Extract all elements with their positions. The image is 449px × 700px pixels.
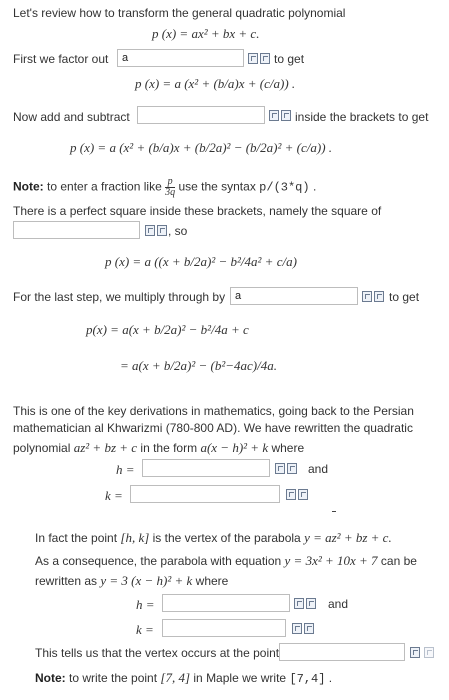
document-icon[interactable] [424, 647, 434, 658]
h-input[interactable] [142, 459, 270, 477]
help-icon[interactable] [157, 225, 167, 236]
consequence-line-2 [35, 573, 228, 589]
help-icon[interactable] [281, 110, 291, 121]
h2-input[interactable] [162, 594, 290, 612]
and-label-2: and [328, 597, 349, 611]
cons1-end: can be [380, 554, 417, 568]
help-icon[interactable] [287, 463, 297, 474]
equation-final-1: p(x) = a(x + b/2a)² − b²/4a + c [86, 322, 249, 337]
perfect-square-input[interactable] [13, 221, 140, 239]
note2-point: [7, 4] [160, 670, 191, 685]
history-line-2: mathematician al Khwarizmi (780-800 AD). We have rewritten the quadratic [13, 421, 413, 435]
preview-icon[interactable] [286, 489, 296, 500]
note-syntax-code: p/(3*q) [259, 180, 310, 195]
note-label: Note: [13, 179, 44, 194]
history-line-3 [13, 440, 304, 456]
vertex-line [35, 530, 392, 546]
k2-input[interactable] [162, 619, 286, 637]
multiply-input[interactable]: a [230, 287, 358, 305]
step4-after: to get [389, 290, 420, 304]
history-line-1: This is one of the key derivations in mathematics, going back to the Persian [13, 404, 414, 418]
preview-icon[interactable] [292, 623, 302, 634]
help-icon[interactable] [260, 53, 270, 64]
cons2-end: where [195, 574, 229, 588]
note2-code: [7,4] [289, 672, 326, 686]
step2-label: Now add and subtract [13, 110, 130, 124]
vertex-point-prompt: This tells us that the vertex occurs at the point [35, 646, 280, 660]
note-syntax-pre: use the syntax [178, 179, 256, 194]
preview-icon[interactable] [294, 598, 304, 609]
preview-icon[interactable] [275, 463, 285, 474]
step1-label: First we factor out [13, 52, 109, 66]
vertex-point-input[interactable] [279, 643, 405, 661]
preview-icon[interactable] [248, 53, 258, 64]
h-label: h = [116, 462, 135, 477]
cons2-pre: rewritten as [35, 574, 98, 588]
note-text: to enter a fraction like [47, 179, 162, 194]
para3-mid: in the form [140, 441, 198, 455]
preview-icon[interactable] [362, 291, 372, 302]
cons1-pre: As a consequence, the parabola with equation [35, 554, 282, 568]
vertex-point: [h, k] [120, 530, 150, 545]
k-label: k = [105, 488, 123, 503]
equation-square: p (x) = a ((x + b/2a)² − b²/4a² + c/a) [105, 254, 297, 269]
h2-label: h = [136, 597, 155, 612]
para3-pre: polynomial [13, 441, 71, 455]
cons1-equation: y = 3x² + 10x + 7 [284, 553, 378, 568]
intro-text: Let's review how to transform the general quadratic polynomial [13, 6, 346, 20]
factor-input[interactable]: a [117, 49, 244, 67]
note-fraction-example [165, 177, 175, 198]
k-input[interactable] [130, 485, 280, 503]
vertex-pre: In fact the point [35, 531, 118, 545]
consequence-line-1 [35, 553, 417, 569]
para3-end: where [271, 441, 305, 455]
note2-end: . [328, 671, 333, 685]
note-maple [35, 670, 332, 686]
para3-math-2: a(x − h)² + k [200, 440, 269, 455]
fraction-denominator: 3q [165, 187, 176, 198]
note-fraction [13, 177, 316, 198]
preview-icon[interactable] [410, 647, 420, 658]
step2-after: inside the brackets to get [295, 110, 429, 124]
preview-icon[interactable] [145, 225, 155, 236]
step4-label: For the last step, we multiply through by [13, 290, 226, 304]
note-end: . [312, 179, 317, 194]
equation-completed: p (x) = a (x² + (b/a)x + (b/2a)² − (b/2a)² + (c/a)) . [70, 140, 333, 155]
k2-label: k = [136, 622, 154, 637]
fraction-numerator: p [165, 177, 175, 188]
note2-label: Note: [35, 671, 66, 685]
note2-text: to write the point [69, 671, 158, 685]
vertex-mid: is the vertex of the parabola [152, 531, 301, 545]
help-icon[interactable] [374, 291, 384, 302]
note2-mid: in Maple we write [193, 671, 287, 685]
vertex-equation: y = az² + bz + c. [304, 530, 392, 545]
help-icon[interactable] [304, 623, 314, 634]
equation-general: p (x) = ax² + bx + c. [152, 26, 260, 41]
equation-final-2: = a(x + b/2a)² − (b²−4ac)/4a. [120, 358, 277, 373]
step1-after: to get [274, 52, 305, 66]
and-label: and [308, 462, 329, 476]
step3-label: There is a perfect square inside these brackets, namely the square of [13, 204, 382, 218]
add-subtract-input[interactable] [137, 106, 265, 124]
equation-factored: p (x) = a (x² + (b/a)x + (c/a)) . [135, 76, 296, 91]
separator-dash [332, 511, 336, 512]
preview-icon[interactable] [269, 110, 279, 121]
step3-after: , so [168, 224, 188, 238]
help-icon[interactable] [306, 598, 316, 609]
para3-math-1: az² + bz + c [73, 440, 138, 455]
cons2-equation: y = 3 (x − h)² + k [100, 573, 193, 588]
help-icon[interactable] [298, 489, 308, 500]
